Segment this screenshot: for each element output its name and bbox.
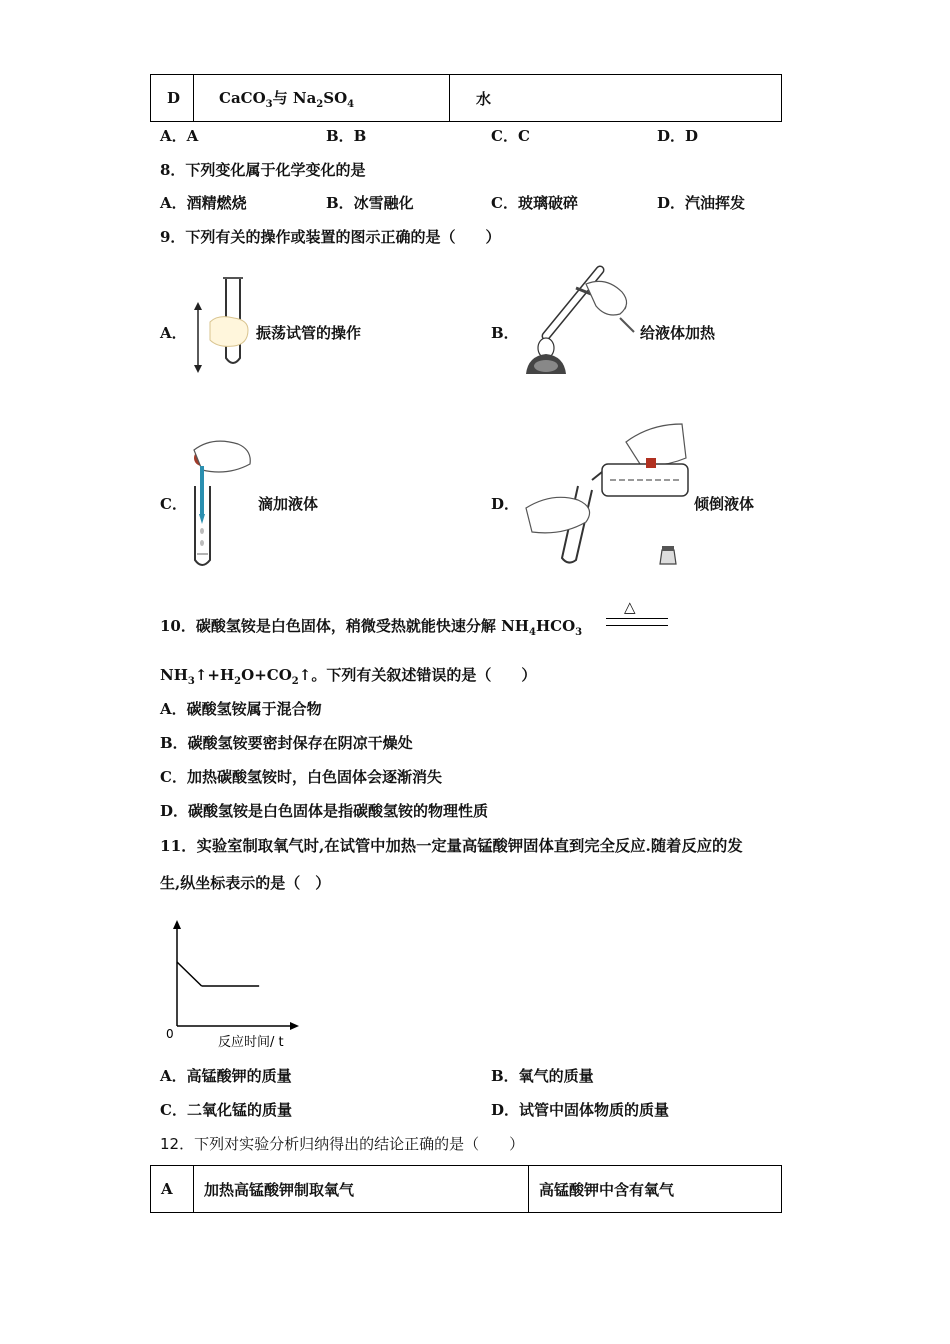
table-row-label: D bbox=[151, 75, 194, 122]
table-cell-substances: CaCO$_3$与 $Na_2SO_4$ bbox=[194, 75, 450, 122]
q11-option-c: C．二氧化锰的质量 bbox=[160, 1101, 292, 1119]
q12-stem: 12．下列对实验分析归纳得出的结论正确的是（ ） bbox=[160, 1135, 525, 1153]
q10-option-d: D．碳酸氢铵是白色固体是指碳酸氢铵的物理性质 bbox=[160, 802, 489, 820]
x-axis-label: 反应时间/ t bbox=[218, 1035, 284, 1050]
q9-option-c-caption: 滴加液体 bbox=[258, 495, 319, 513]
q11-stem-line2: 生,纵坐标表示的是（ ） bbox=[160, 874, 331, 892]
q10-option-c: C．加热碳酸氢铵时，白色固体会逐渐消失 bbox=[160, 768, 442, 786]
q7-option-a: A．A bbox=[160, 127, 199, 145]
shaking-test-tube-illustration bbox=[188, 270, 254, 380]
q9-option-d-caption: 倾倒液体 bbox=[694, 495, 755, 513]
q8-option-c: C．玻璃破碎 bbox=[491, 194, 578, 212]
q7-option-d: D．D bbox=[657, 127, 699, 145]
q8-stem: 8．下列变化属于化学变化的是 bbox=[160, 161, 366, 179]
answer-table-bottom bbox=[150, 1165, 782, 1213]
y-axis-arrow bbox=[173, 920, 181, 929]
heating-liquid-illustration bbox=[516, 262, 640, 378]
q9-option-a-caption: 振荡试管的操作 bbox=[256, 324, 362, 342]
q9-option-a-letter: A． bbox=[160, 324, 187, 342]
q9-option-d-letter: D． bbox=[491, 495, 520, 513]
q9-option-c-letter: C． bbox=[160, 495, 187, 513]
series-segment-0 bbox=[177, 962, 202, 986]
q8-option-b: B．冰雪融化 bbox=[326, 194, 414, 212]
q8-option-a: A．酒精燃烧 bbox=[160, 194, 247, 212]
pouring-liquid-illustration bbox=[522, 418, 692, 570]
answer-table-top bbox=[150, 74, 782, 122]
q9-option-b-caption: 给液体加热 bbox=[640, 324, 716, 342]
q10-stem-line2: $NH_3↑+H_2O+CO_2↑$。下列有关叙述错误的是（ ） bbox=[160, 666, 537, 687]
q8-option-d: D．汽油挥发 bbox=[657, 194, 746, 212]
q9-stem: 9．下列有关的操作或装置的图示正确的是（ ） bbox=[160, 228, 501, 246]
reaction-equal-sign bbox=[606, 618, 668, 626]
q9-option-b-letter: B． bbox=[491, 324, 519, 342]
q10-option-a: A．碳酸氢铵属于混合物 bbox=[160, 700, 322, 718]
q11-chart bbox=[160, 914, 310, 1054]
q11-option-d: D．试管中固体物质的质量 bbox=[491, 1101, 670, 1119]
q10-stem: 10．碳酸氢铵是白色固体，稍微受热就能快速分解 $NH_4HCO_3$ bbox=[160, 617, 583, 638]
table-cell-conclusion: 高锰酸钾中含有氧气 bbox=[529, 1166, 782, 1213]
q7-option-c: C．C bbox=[491, 127, 530, 145]
q11-stem-line1: 11．实验室制取氧气时,在试管中加热一定量高锰酸钾固体直到完全反应.随着反应的发 bbox=[160, 837, 743, 855]
x-axis-arrow bbox=[290, 1022, 299, 1030]
q11-option-a: A．高锰酸钾的质量 bbox=[160, 1067, 292, 1085]
table-cell-reagent: 水 bbox=[450, 75, 782, 122]
table-cell-experiment: 加热高锰酸钾制取氧气 bbox=[194, 1166, 529, 1213]
delta-symbol: △ bbox=[624, 598, 636, 616]
origin-label: 0 bbox=[166, 1027, 174, 1041]
dropping-liquid-illustration bbox=[188, 436, 256, 572]
q10-option-b: B．碳酸氢铵要密封保存在阴凉干燥处 bbox=[160, 734, 413, 752]
q7-option-b: B．B bbox=[326, 127, 367, 145]
table-row-label: A bbox=[151, 1166, 194, 1213]
q11-option-b: B．氧气的质量 bbox=[491, 1067, 594, 1085]
